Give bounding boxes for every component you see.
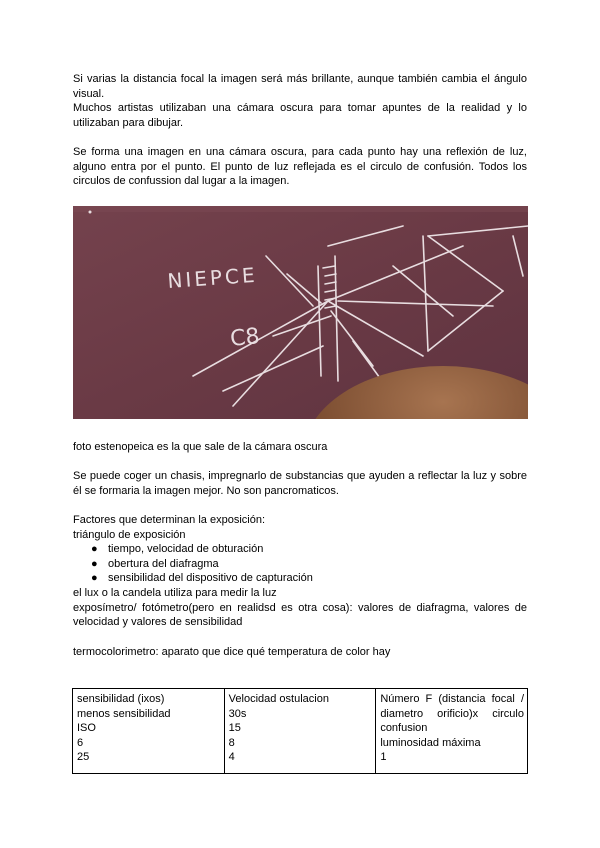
bullet-icon: ● [91, 572, 98, 585]
table-cell-fnumber [376, 689, 528, 774]
list-item-label: obertura del diafragma [108, 557, 219, 570]
cell-line: 4 [228, 751, 235, 764]
text-line: Si varias la distancia focal la imagen será más brillante, aunque también cambia el ángulo visual. [73, 73, 527, 100]
cell-line: luminosidad máxima [380, 736, 481, 749]
table-cell-speed [224, 689, 376, 774]
cell-line: menos sensibilidad [77, 707, 171, 720]
cell-line: Número F (distancia focal / diametro orificio)x circulo confusion [380, 693, 524, 735]
list-item-label: sensibilidad del dispositivo de capturación [108, 572, 313, 585]
paragraph-focal-distance [73, 72, 527, 130]
text-line: Se puede coger un chasis, impregnarlo de substancias que ayuden a reflectar la luz y sobre él se formaria la imagen mejor. No son pancromaticos. [73, 470, 527, 497]
cell-line: 8 [228, 736, 235, 749]
bullet-icon: ● [91, 557, 98, 570]
factors-title: Factores que determinan la exposición: [73, 514, 265, 526]
cell-line: 1 [380, 751, 387, 764]
chalk-text-niepce: NIEPCE [166, 262, 259, 293]
table-row [73, 689, 528, 774]
exposure-table [72, 688, 528, 774]
exposimetro-line: exposímetro/ fotómetro(pero en realidsd es otra cosa): valores de diafragma, valores de velocidad y valores de sensibilidad [73, 601, 527, 629]
bullet-icon: ● [91, 543, 98, 556]
paragraph-camera-obscura [73, 145, 527, 189]
triangle-title: triángulo de exposición [73, 528, 186, 541]
cell-line: sensibilidad (ixos) [77, 693, 165, 705]
factors-list [73, 542, 527, 586]
termocolorimetro-line: termocolorimetro: aparato que dice qué temperatura de color hay [73, 646, 391, 658]
exposure-factors [73, 513, 527, 630]
cell-line: Velocidad ostulacion [228, 693, 329, 705]
photo-caption: foto estenopeica es la que sale de la cámara oscura [73, 441, 328, 453]
list-item [73, 542, 527, 557]
cell-line: ISO [77, 722, 96, 735]
list-item-label: tiempo, velocidad de obturación [108, 543, 264, 556]
cell-line: 6 [77, 736, 84, 749]
lux-line: el lux o la candela utiliza para medir la luz [73, 586, 277, 599]
cell-line: 15 [228, 722, 241, 735]
table-cell-sensitivity [73, 689, 225, 774]
list-item [73, 571, 527, 586]
paragraph-chassis [73, 469, 527, 498]
cell-line: 30s [228, 707, 247, 720]
blackboard-photo [73, 206, 528, 419]
text-line: Se forma una imagen en una cámara oscura, para cada punto hay una reflexión de luz, alguno entra por el punto. El punto de luz reflejada es el circulo de confusión. Todos los circulos de confussion dal lugar a la imagen. [73, 146, 527, 188]
list-item [73, 557, 527, 572]
cell-line: 25 [77, 751, 90, 764]
chalk-text-c8: C8 [229, 324, 261, 352]
text-line: Muchos artistas utilizaban una cámara oscura para tomar apuntes de la realidad y lo utilizaban para dibujar. [73, 102, 527, 129]
